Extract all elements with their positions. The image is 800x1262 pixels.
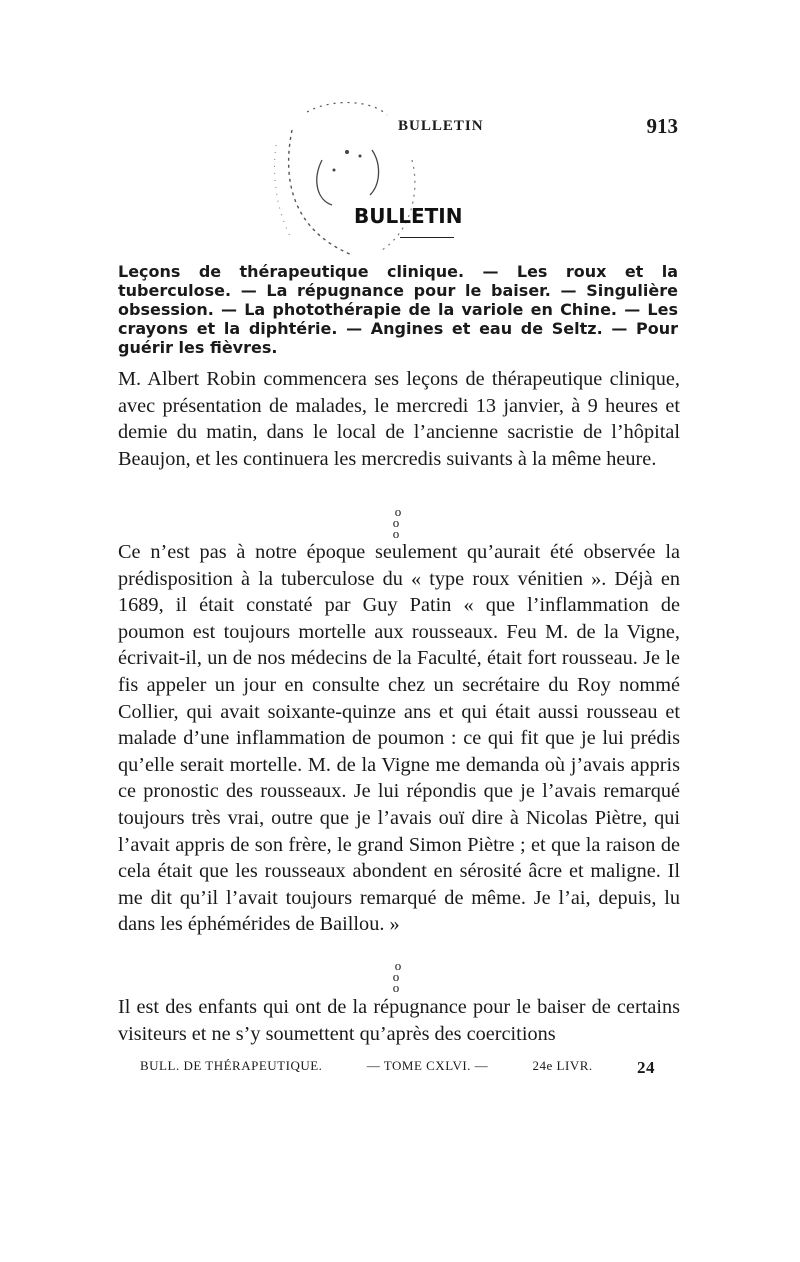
running-title: BULLETIN [398, 118, 484, 134]
page-number: 913 [646, 114, 678, 138]
stamp-text: BULLETIN [354, 204, 463, 228]
footer-volume: — TOME CXLVI. — [366, 1058, 489, 1073]
asterism-separator: o o o [392, 958, 404, 995]
library-stamp [262, 90, 463, 265]
stamp-rule [400, 237, 454, 238]
asterism-separator: o o o [392, 504, 404, 541]
footer-folio: 24 [637, 1058, 655, 1077]
paragraph-robin: M. Albert Robin commencera ses leçons de thérapeutique clinique, avec présentation de malades, le mercredi 13 janvier, à 9 heures et demie du matin, dans le local de l’ancienne sacristie de l’hôpital Beaujon, et les continuera les mercredis suivants à la même heure. [118, 368, 680, 470]
library-stamp-icon [262, 90, 463, 265]
chapter-summary: Leçons de thérapeutique clinique. — Les roux et la tuberculose. — La répugnance pour le baiser. — Singulière obsession. — La photothérapie de la variole en Chine. — Les crayons et la diphtérie. — Angines et eau de Seltz. — Pour guérir les fièvres. [118, 262, 678, 357]
paragraph-rousseaux: Ce n’est pas à notre époque seulement qu’aurait été observée la prédisposition à la tuberculose du « type roux vénitien ». Déjà en 1689, il était constaté par Guy Patin « que l’inflammation de poumon est toujours mortelle aux rousseaux. Feu M. de la Vigne, écrivait-il, un de nos médecins de la Faculté, était fort rousseau. Je le fis appeler un jour en consulte chez un secrétaire du Roy nommé Collier, qui avait soixante-quinze ans et qui était aussi rousseau et malade d’une inflammation de poumon : ce qui fit que je lui prédis qu’elle serait mortelle. M. de la Vigne me demanda où j’avais appris ce pronostic des rousseaux. Je lui répondis que je l’avais remarqué toujours très vrai, outre que je l’avais ouï dire à Nicolas Piètre, qui l’avait appris de son frère, le grand Simon Piètre ; et que la raison de cela était que les rousseaux abondent en sérosité âcre et maligne. Il me dit qu’il l’avait toujours remarqué de même. Je l’ai, depuis, lu dans les éphémérides de Baillou. » [118, 541, 680, 936]
page-footer [140, 1058, 655, 1078]
footer-journal: BULL. DE THÉRAPEUTIQUE. [140, 1058, 323, 1073]
paragraph-baiser: Il est des enfants qui ont de la répugnance pour le baiser de certains visiteurs et ne s’y soumettent qu’après des coercitions [118, 996, 680, 1045]
footer-issue: 24e LIVR. [532, 1058, 593, 1073]
